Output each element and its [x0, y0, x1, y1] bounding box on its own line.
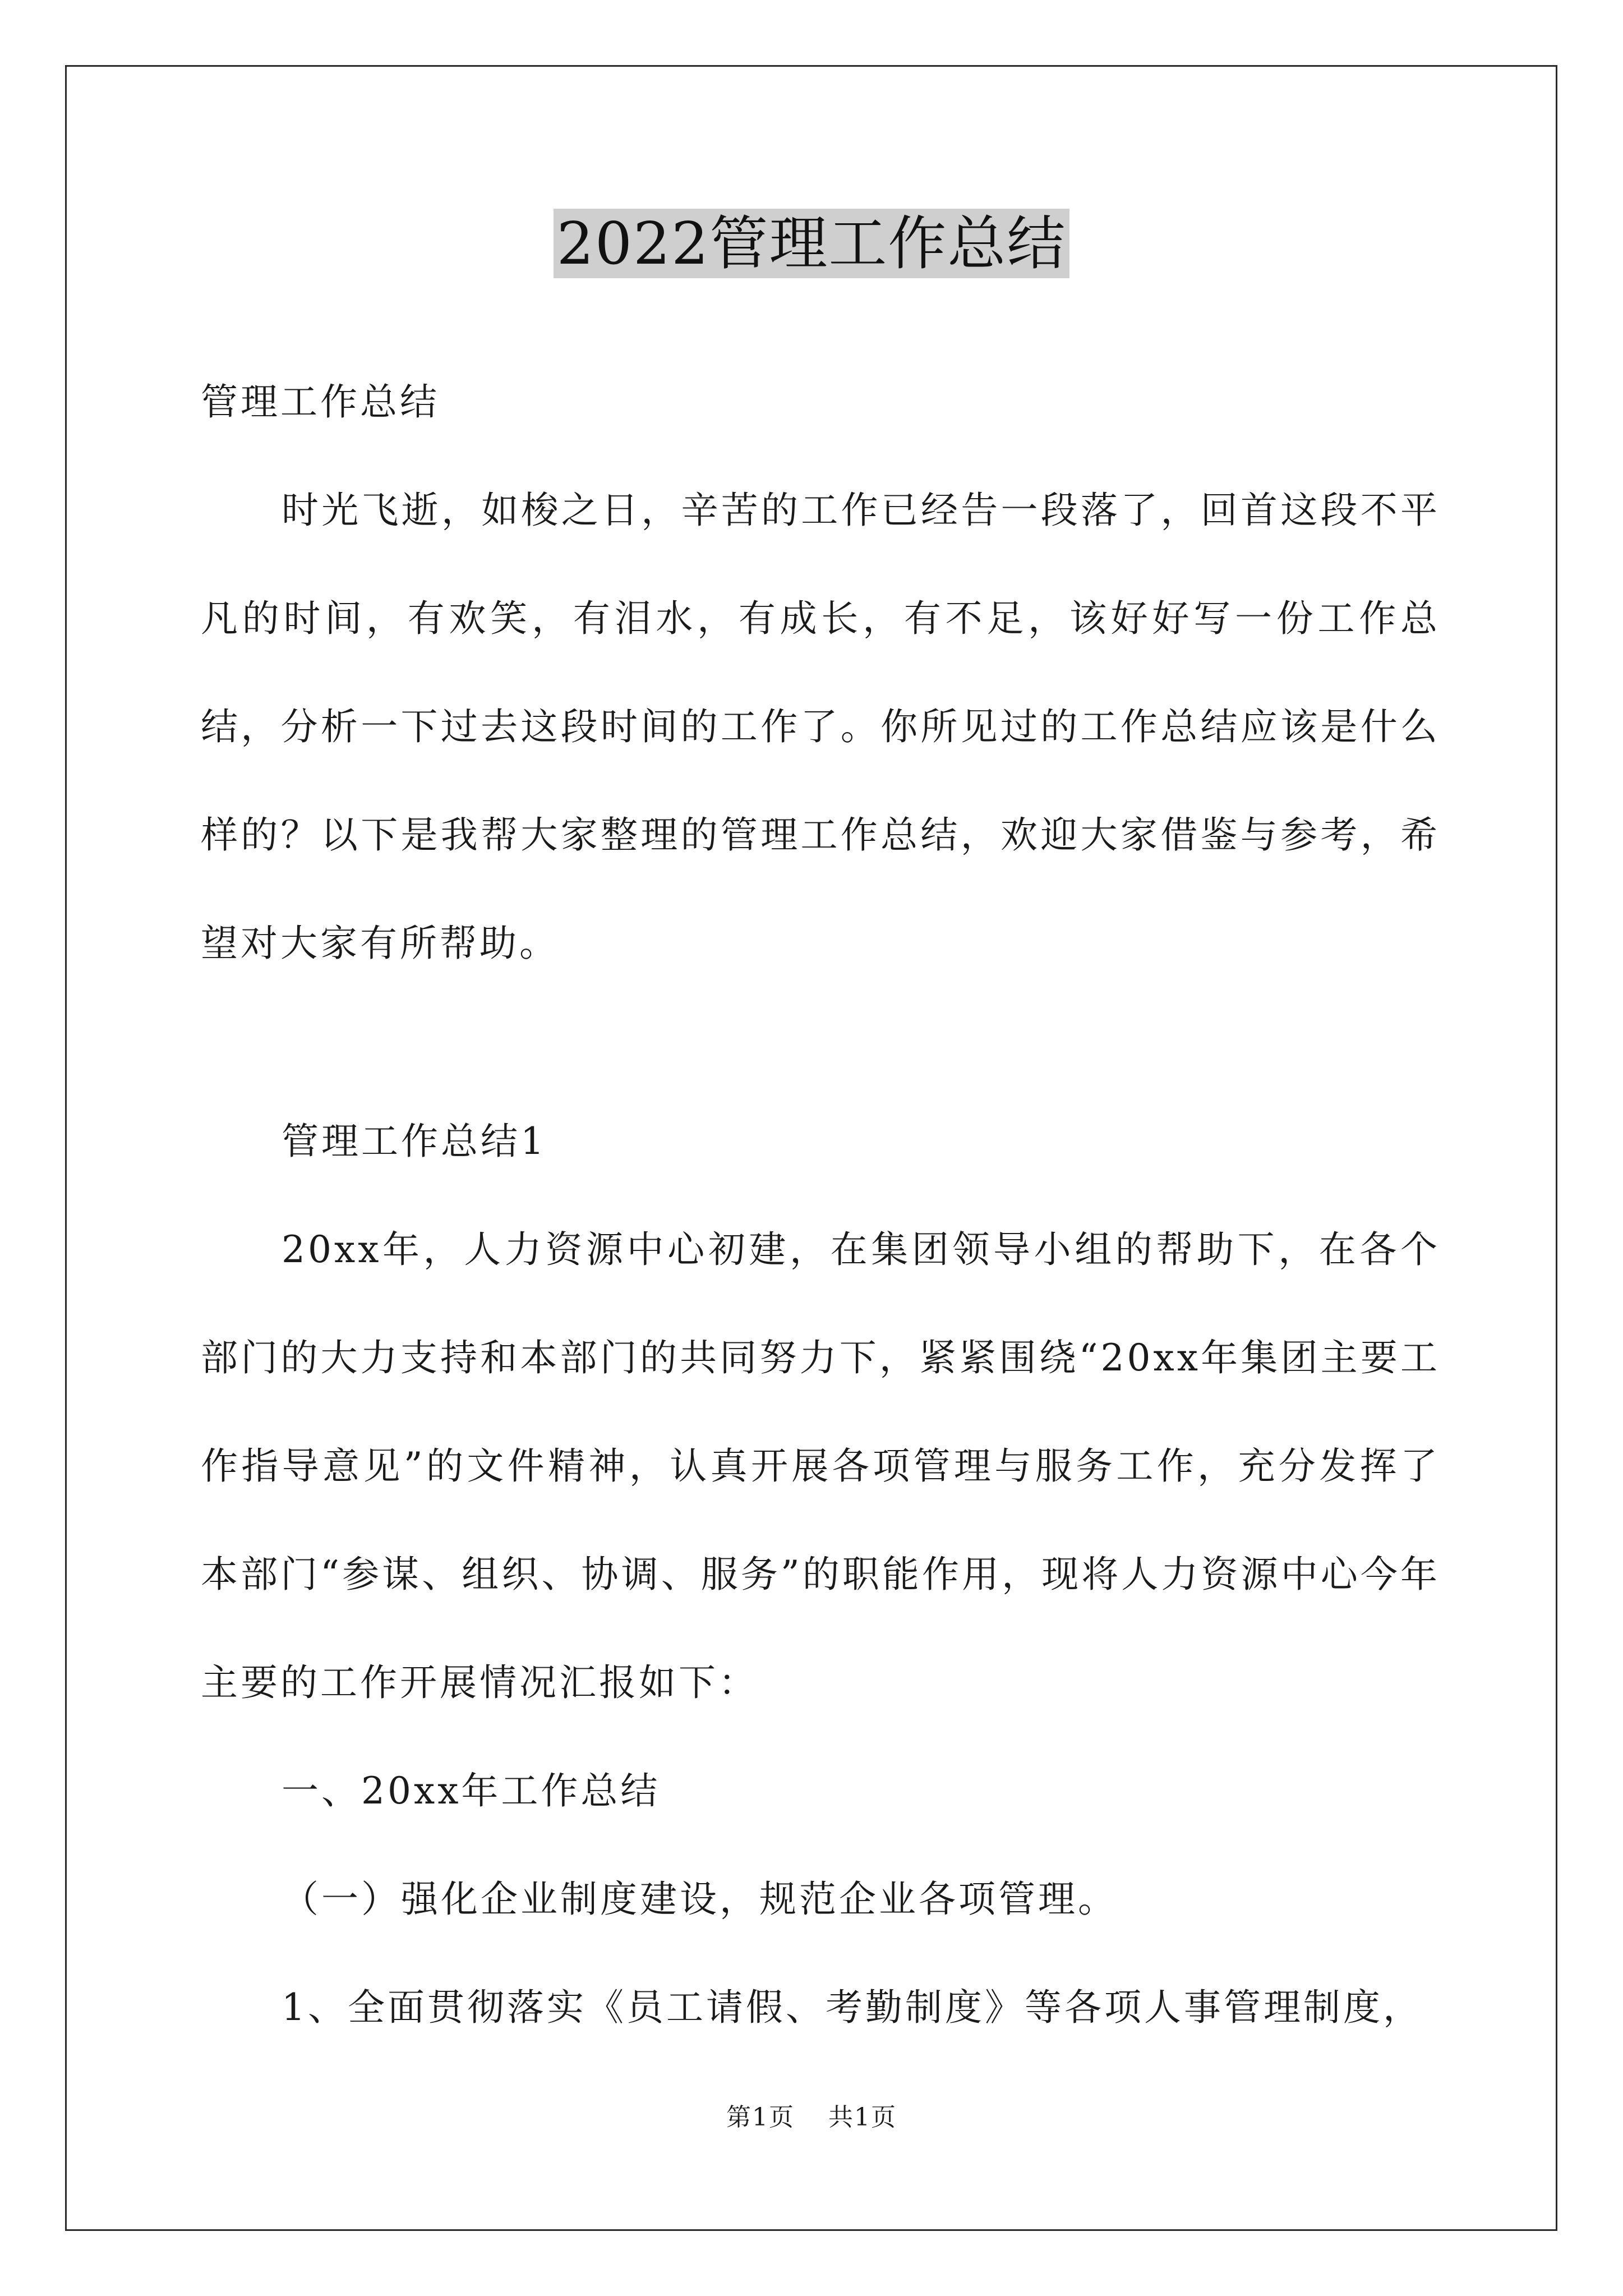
- title-container: [0, 209, 1623, 278]
- document-title: 2022管理工作总结: [554, 209, 1070, 278]
- page-number-total: 共1页: [828, 2103, 897, 2132]
- page-footer: [0, 2101, 1623, 2134]
- section-paragraph: 20xx年，人力资源中心初建，在集团领导小组的帮助下，在各个部门的大力支持和本部门的共同努力下，紧紧围绕“20xx年集团主要工作指导意见”的文件精神，认真开展各项管理与服务工作，充分发挥了本部门“参谋、组织、协调、服务”的职能作用，现将人力资源中心今年主要的工作开展情况汇报如下：: [201, 1228, 1440, 1704]
- document-subtitle: 管理工作总结: [201, 380, 440, 424]
- paragraph-spacer: [201, 997, 1440, 1087]
- page-number-current: 第1页: [726, 2103, 795, 2132]
- heading-level-1: 一、20xx年工作总结: [282, 1769, 661, 1812]
- heading-level-2: （一）强化企业制度建设，规范企业各项管理。: [282, 1878, 1118, 1921]
- section-heading: 管理工作总结1: [282, 1120, 547, 1163]
- document-body: [201, 348, 1440, 2062]
- intro-paragraph: 时光飞逝，如梭之日，辛苦的工作已经告一段落了，回首这段不平凡的时间，有欢笑，有泪水，有成长，有不足，该好好写一份工作总结，分析一下过去这段时间的工作了。你所见过的工作总结应该是什么样的？以下是我帮大家整理的管理工作总结，欢迎大家借鉴与参考，希望对大家有所帮助。: [201, 489, 1440, 965]
- list-item: 1、全面贯彻落实《员工请假、考勤制度》等各项人事管理制度，: [282, 1986, 1423, 2029]
